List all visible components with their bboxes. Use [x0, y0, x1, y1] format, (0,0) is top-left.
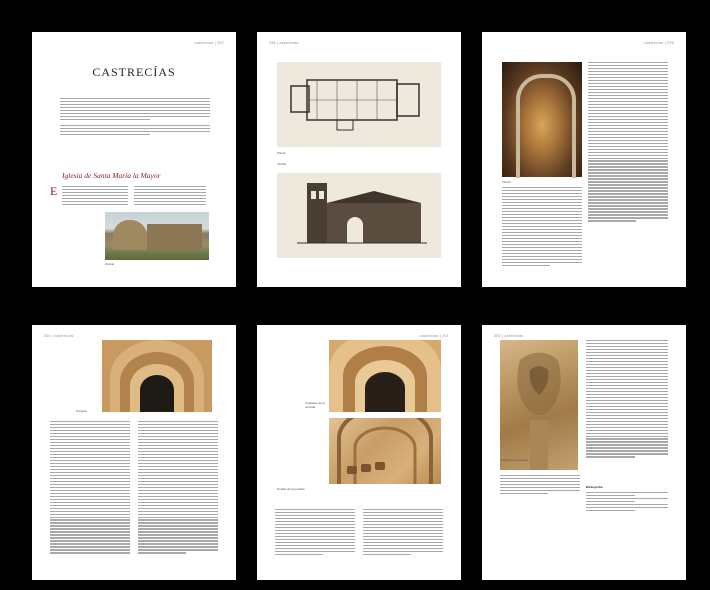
body-text-right: [134, 186, 206, 207]
portal-photo: [102, 340, 212, 412]
photo-caption: Ábside: [105, 262, 115, 266]
page-header: castrecías | 301: [419, 334, 449, 338]
caption-capitals: Capiteles de la portada: [305, 401, 325, 409]
elevation-svg: [277, 173, 441, 258]
interior-photo: [502, 62, 582, 177]
page-301: [257, 325, 461, 580]
elevation-caption: Alzado: [277, 162, 287, 166]
body-text-left-bottom: [500, 475, 580, 496]
caption-detail: Detalle de la portada: [277, 487, 305, 491]
page-header: 298 | castrecías: [269, 41, 299, 45]
page-298: [257, 32, 461, 287]
detail-svg: [329, 418, 441, 484]
bibliography-heading: Bibliografía: [586, 485, 603, 489]
photo-caption: Interior: [502, 180, 512, 184]
body-text-left-bottom: [502, 187, 582, 268]
page-header: 300 | castrecías: [44, 334, 74, 338]
photo-caption: Capitel de la ventana: [500, 458, 529, 462]
portal-svg: [102, 340, 212, 412]
apse-shape: [113, 220, 147, 250]
page-header: 302 | castrecías: [494, 334, 524, 338]
apse-photo: [105, 212, 209, 260]
intro-text: [60, 98, 210, 137]
drop-cap: E: [50, 184, 58, 198]
photo-caption: Portada: [76, 409, 87, 413]
capital-svg: [500, 340, 578, 470]
floor-plan-drawing: [277, 62, 441, 147]
window-capital-photo: [500, 340, 578, 470]
plan-caption: Planta: [277, 151, 286, 155]
elevation-drawing: [277, 173, 441, 258]
page-297: [32, 32, 236, 287]
body-text-right-top: [586, 340, 668, 459]
page-300: [32, 325, 236, 580]
body-text-left: [275, 509, 355, 557]
page-header: castrecías | 299: [644, 41, 674, 45]
portal-capitals-photo: [329, 340, 441, 412]
portal-detail-photo: [329, 418, 441, 484]
arch-shape: [516, 74, 576, 178]
body-text-right-top: [588, 62, 668, 223]
page-title: CASTRECÍAS: [92, 65, 176, 79]
page-302: [482, 325, 686, 580]
floor-plan: [277, 62, 441, 147]
page-299: [482, 32, 686, 287]
body-text-right: [363, 509, 443, 557]
bibliography-entries: [586, 492, 668, 513]
nave-shape: [147, 224, 202, 250]
page-header: castrecías | 297: [194, 41, 224, 45]
body-text-left: [62, 186, 128, 207]
section-subtitle: Iglesia de Santa María la Mayor: [62, 171, 161, 180]
capitals-svg: [329, 340, 441, 412]
body-text-right: [138, 421, 218, 555]
body-text-left: [50, 421, 130, 555]
